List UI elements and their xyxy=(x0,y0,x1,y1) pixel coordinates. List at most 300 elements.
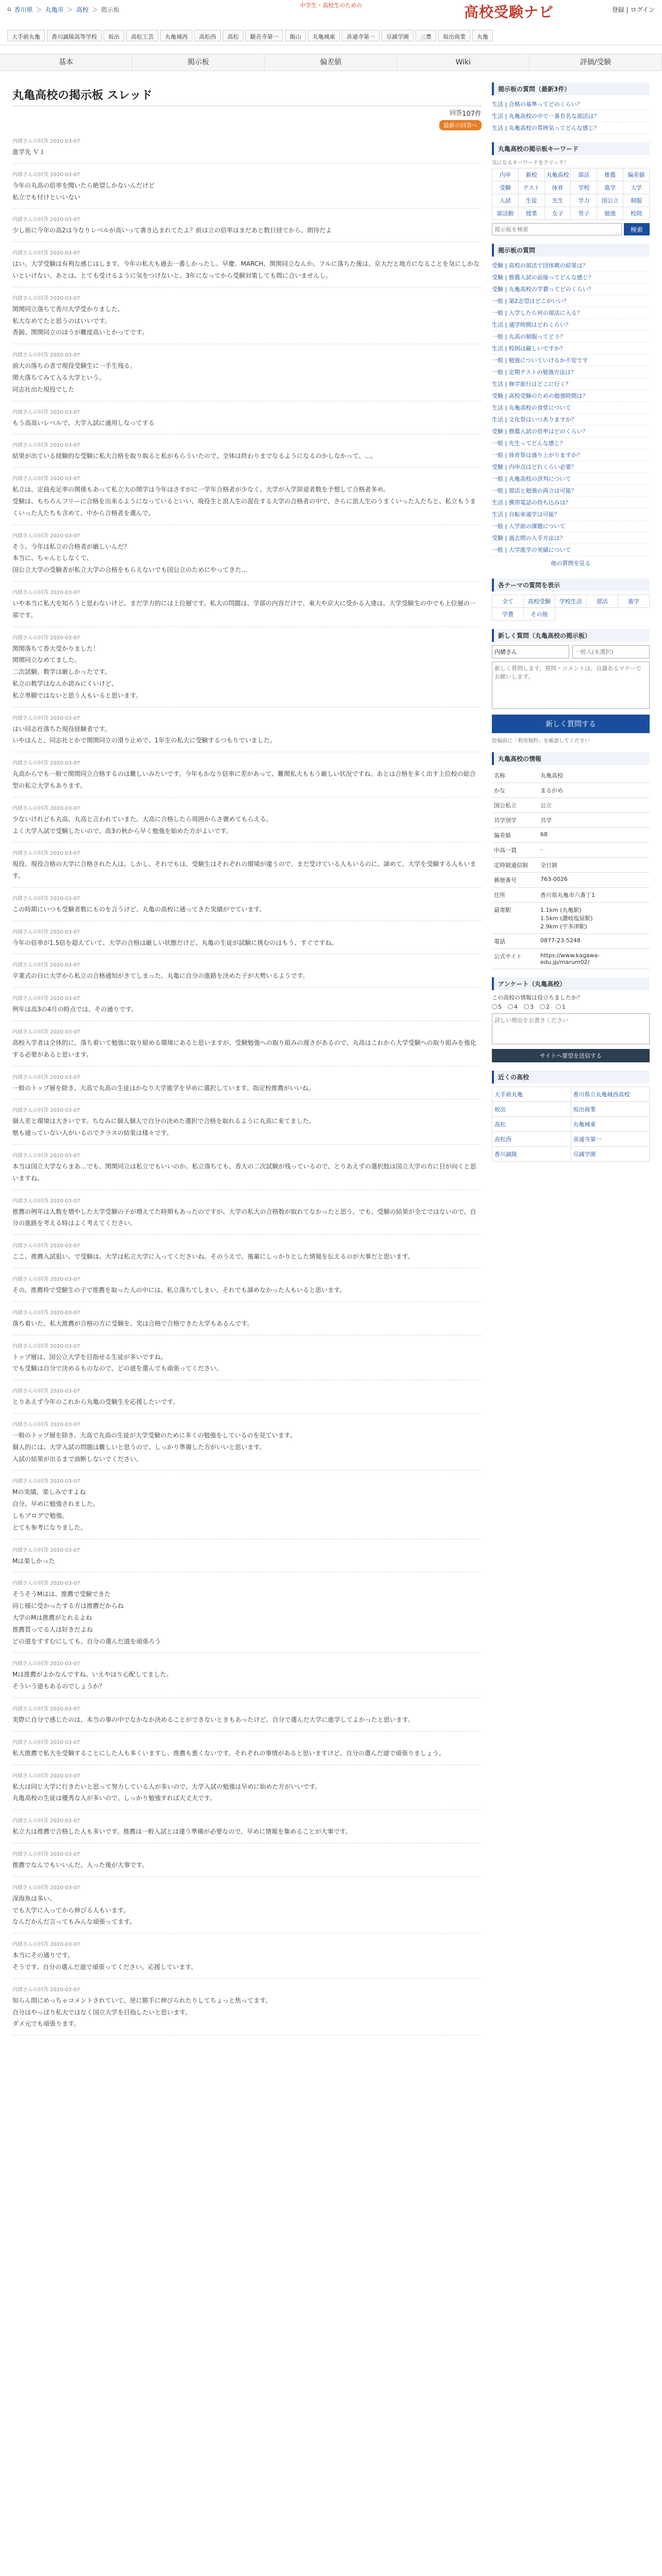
info-key: 中高一貫 xyxy=(492,843,538,858)
nearby-school-link[interactable]: 坂出商業 xyxy=(571,1102,650,1117)
themes-box xyxy=(492,579,650,621)
keyword-link[interactable]: 受験 xyxy=(492,181,519,194)
school-link[interactable]: 香川誠陵高等学校 xyxy=(47,30,102,41)
breadcrumb: ⌂ 香川県 ＞ 丸亀市 ＞ 高校 ＞ 掲示板 xyxy=(7,5,120,13)
post-meta: 内緒さんの回答 2020-03-07 xyxy=(12,352,80,359)
info-value: 丸亀高校 xyxy=(538,768,650,783)
info-row xyxy=(492,813,650,828)
post-body: 前大の落ちの者で現役受験生に一手生残る。 関大落ちてみて入る大学という。 同志社出た現役でした xyxy=(12,362,137,393)
school-link[interactable]: 観音寺第一 xyxy=(245,30,283,41)
keyword-grid xyxy=(492,168,650,220)
post-meta: 内緒さんの回答 2020-03-07 xyxy=(12,589,80,596)
post-item xyxy=(12,707,482,753)
info-row xyxy=(492,798,650,813)
post-meta: 内緒さんの回答 2020-03-07 xyxy=(12,1942,80,1948)
post-body: いや本当に私大を知ろうと思わないけど、まだ学力的には上位層です。私大の問題は、学部の内容だけで、東大や京大に受かる人達は、大学受験生の中でも上位層の一部です。 xyxy=(12,599,476,619)
survey-submit-button[interactable]: サイトへ要望を送信する xyxy=(492,1049,650,1062)
post-item xyxy=(12,842,482,888)
survey-radio-label: 4 xyxy=(514,1004,518,1010)
post-meta: 内緒さんの回答 2020-03-07 xyxy=(12,1422,80,1428)
info-row xyxy=(492,903,650,934)
radio-icon[interactable] xyxy=(492,1004,497,1009)
post-meta: 内緒さんの回答 2020-03-07 xyxy=(12,476,80,482)
info-value: まるがめ xyxy=(538,783,650,798)
post-item xyxy=(12,344,482,401)
keyword-link[interactable]: 校則 xyxy=(623,207,650,220)
radio-icon[interactable] xyxy=(556,1004,561,1009)
question-textarea[interactable] xyxy=(492,662,650,709)
post-item xyxy=(12,468,482,524)
post-meta: 内緒さんの回答 2020-03-07 xyxy=(12,1074,80,1080)
post-body: 私大推薦で私大を受験することにした人も多くいますし、推薦も悪くないです。それぞれの事情があると思いますけど、自分の選んだ道で頑張りましょう。 xyxy=(12,1749,445,1757)
post-meta: 内緒さんの回答 2020-03-07 xyxy=(12,1706,80,1712)
keyword-link[interactable]: 進学 xyxy=(597,181,623,194)
post-item xyxy=(12,1302,482,1335)
breadcrumb-item[interactable]: 香川県 xyxy=(14,6,33,13)
post-meta: 内緒さんの回答 2020-03-07 xyxy=(12,895,80,902)
post-body: 本当は国立大学ならまあ…でも、関関同立は私立でもいいのか。私立落ちても、香大の二次試験が残っているので、とりあえずの選択肢は国立大学の方に目が向くと思いますね。 xyxy=(12,1163,476,1182)
question-link[interactable]: 受験 | 推薦入試の倍率はどのくらい？ xyxy=(492,426,650,437)
keyword-link[interactable]: 新校 xyxy=(519,168,545,181)
post-body: 推薦の例年は人数を増やした大学受験の子が増えてた時期もあったのですが、大学の私大の合格数が取れてなかったと思う。でも、受験の結果が全てではないので、自分の進路を考える時はよく考えてください。 xyxy=(12,1208,476,1227)
post-body: 一般のトップ層を除き、大高で丸高の生徒が大学受験のために多くの勉強をしているのを見ています。 個人的には、大学入試の問題は難しいと思うので、しっかり準備した方がいいと思います。 入試の結果が出るまで油断しないでください。 xyxy=(12,1432,296,1463)
post-body: はい。大学受験は有利な感じはします。今年の私大も過去一番しかったし。早慶、MARCH、関関同立なんか、フルに落ちた後は、京大だと地方になることを気にしかないといけない。あとは、とても受けるように気をつけないと、3年になってから受験対策しても間に合いませんし。 xyxy=(12,260,480,279)
post-meta: 内緒さんの回答 2020-03-07 xyxy=(12,760,80,767)
info-row xyxy=(492,858,650,873)
post-meta: 内緒さんの回答 2020-03-07 xyxy=(12,1310,80,1316)
post-body: 現役、現役合格の大学に合格された人は。しかし、それでもは、受験生はそれぞれの環境が違うので、まだ受けている人もいるのに、諦めて、大学を受験する人もいます。 xyxy=(12,860,476,880)
post-body: Mは楽しかった xyxy=(12,1557,55,1565)
keyword-link[interactable]: 大学 xyxy=(623,181,650,194)
post-meta: 内緒さんの回答 2020-03-07 xyxy=(12,1818,80,1824)
section-heading: 各テーマの質問を表示 xyxy=(492,579,650,591)
school-link[interactable]: 坂出 xyxy=(104,30,124,41)
post-body: トップ層は、国公立大学を目指せる生徒が多いですね。 でも受験は自分で決めるものなので、どの道を選んでも頑張ってください。 xyxy=(12,1353,223,1372)
post-body: 卒業式の日に大学から私立の合格通知がきてしまった。丸亀に自分の進路を決めた子が大勢いるようです。 xyxy=(12,972,309,980)
post-meta: 内緒さんの回答 2020-03-07 xyxy=(12,805,80,811)
post-item xyxy=(12,1934,482,1979)
post-body: 本当にその通りです。 そうです、自分の選んだ道で頑張ってください。応援しています。 xyxy=(12,1952,197,1971)
breadcrumb-current: 掲示板 xyxy=(101,6,120,13)
post-item xyxy=(12,525,482,582)
school-link[interactable]: 高松工芸 xyxy=(126,30,158,41)
keyword-link[interactable]: 内申 xyxy=(492,168,519,181)
info-value: 公立 xyxy=(538,798,650,813)
keyword-link[interactable]: 女子 xyxy=(545,207,571,220)
post-item xyxy=(12,1414,482,1470)
keywords-hint: 気になるキーワードをクリック！ xyxy=(492,160,569,166)
post-meta: 内緒さんの回答 2020-03-07 xyxy=(12,1547,80,1553)
post-meta: 内緒さんの回答 2020-03-07 xyxy=(12,635,80,641)
post-item xyxy=(12,1572,482,1653)
question-link[interactable]: 生活 | 通学時間はどれくらい？ xyxy=(492,319,650,331)
info-row xyxy=(492,828,650,843)
question-link[interactable]: 一般 | 第2志望はどこがいい？ xyxy=(492,295,650,307)
question-link[interactable]: 受験 | 推薦入試の面接ってどんな感じ？ xyxy=(492,272,650,283)
radio-icon[interactable] xyxy=(508,1004,513,1009)
question-link[interactable]: 受験 | 高校受験のための勉強時間は？ xyxy=(492,390,650,402)
question-link[interactable]: 生活 | 携帯電話の持ち込みは？ xyxy=(492,497,650,509)
info-row xyxy=(492,768,650,783)
breadcrumb-item[interactable]: 丸亀市 xyxy=(45,6,64,13)
post-item xyxy=(12,627,482,707)
latest-questions-box xyxy=(492,82,650,134)
post-meta: 内緒さんの回答 2020-03-07 xyxy=(12,1277,80,1283)
post-item xyxy=(12,921,482,955)
school-link[interactable]: 丸亀城東 xyxy=(308,30,340,41)
post-body: 高校入学者は全体的に、落ち着いて勉強に取り組める環境にあると思いますが、受験勉強への取り組みの遅さがあるので、丸高はこれから大学受験への取り組みを強化する必要があると思います。 xyxy=(12,1039,476,1058)
school-link[interactable]: 丸亀城西 xyxy=(160,30,192,41)
board-search xyxy=(492,223,650,235)
post-body: 結果が出ている経験的な受験に私大合格を取り取ると私がもらういたので、全体は終わりまでなるようになるのかしなかって、...。 xyxy=(12,452,377,460)
keyword-link[interactable]: 体育 xyxy=(545,181,571,194)
keyword-link[interactable]: 学校 xyxy=(571,181,597,194)
post-body: 関関同立落ちて香川大学受かりました。 私大なめてたと思うのはいいです。 香鋭、関関同立のほうが難度高いとかってです。 xyxy=(12,305,148,336)
nearby-school-link[interactable]: 高松 xyxy=(492,1117,571,1132)
post-item xyxy=(12,1810,482,1843)
keyword-link[interactable]: 先生 xyxy=(545,194,571,207)
info-row xyxy=(492,949,650,969)
survey-radio[interactable] xyxy=(508,1004,518,1010)
reply-count-value: 107件 xyxy=(462,110,482,118)
school-link[interactable]: 飯山 xyxy=(285,30,306,41)
theme-link[interactable]: 高校受験 xyxy=(524,595,555,608)
post-meta: 内緒さんの回答 2020-03-07 xyxy=(12,217,80,223)
post-item xyxy=(12,1979,482,2036)
info-value: 1.1km (丸亀駅) 1.5km (讃岐塩屋駅) 2.9km (宇多津駅) xyxy=(538,903,650,934)
nearby-school-link[interactable]: 坂出 xyxy=(492,1102,571,1117)
post-item xyxy=(12,1380,482,1414)
theme-link[interactable]: 部活 xyxy=(587,595,618,608)
keyword-link[interactable]: 授業 xyxy=(519,207,545,220)
info-value: 香川県丸亀市六番丁1 xyxy=(538,888,650,903)
survey-radio[interactable] xyxy=(540,1004,550,1010)
question-link[interactable]: 受験 | 過去問の入手方法は？ xyxy=(492,532,650,544)
reply-count: 回答 107件 xyxy=(450,109,482,118)
tab-basic[interactable]: 基本 xyxy=(0,54,133,71)
info-key: 名称 xyxy=(492,768,538,783)
post-body: もう高高いレベルで、大学入試に通用しなってする xyxy=(12,419,155,427)
page-title: 丸亀高校の掲示板 スレッド xyxy=(12,82,482,106)
search-button[interactable]: 検索 xyxy=(624,223,650,235)
survey-textarea[interactable] xyxy=(492,1013,650,1044)
survey-radio[interactable] xyxy=(524,1004,534,1010)
keyword-link[interactable]: 国公立 xyxy=(597,194,623,207)
keyword-link[interactable]: 部活動 xyxy=(492,207,519,220)
post-meta: 内緒さんの回答 2020-03-07 xyxy=(12,1987,80,1993)
post-meta: 内緒さんの回答 2020-03-07 xyxy=(12,172,80,178)
question-link[interactable]: 一般 | 先生ってどんな感じ？ xyxy=(492,437,650,449)
info-value: https://www.kagawa-edu.jp/marum02/ xyxy=(538,949,650,969)
tab-wiki[interactable]: Wiki xyxy=(397,54,529,71)
keyword-link[interactable]: 部活 xyxy=(571,168,597,181)
info-value: - xyxy=(538,843,650,858)
section-heading: 近くの高校 xyxy=(492,1071,650,1083)
question-link[interactable]: 生活 | 文化祭はいつありますか？ xyxy=(492,414,650,426)
post-item xyxy=(12,1066,482,1100)
post-meta: 内緒さんの回答 2020-03-07 xyxy=(12,533,80,539)
post-body: とりあえず今年のこれから丸亀の受験生を応援したいです。 xyxy=(12,1398,179,1406)
school-link[interactable]: 高松 xyxy=(223,30,243,41)
question-link[interactable]: 一般 | 大学進学の実績について xyxy=(492,544,650,556)
info-key: 郵便番号 xyxy=(492,873,538,888)
theme-link[interactable]: 進学 xyxy=(618,595,650,608)
question-link[interactable]: 受験 | 内申点はどれくらい必要？ xyxy=(492,461,650,473)
post-body: 進学先 Ｖ１ xyxy=(12,148,45,156)
info-key: 定時制通信制 xyxy=(492,858,538,873)
post-body: 推薦でなんでもいいんだ、入った後が大事です。 xyxy=(12,1861,148,1869)
school-link[interactable]: 高松西 xyxy=(194,30,221,41)
post-meta: 内緒さんの回答 2020-03-07 xyxy=(12,1243,80,1249)
post-body: その、推薦枠で受験生の子で推薦を取った人の中には、私立落ちてしまい、それでも諦めなかった人もいると思います。 xyxy=(12,1286,346,1294)
school-info-table xyxy=(492,768,650,969)
post-item xyxy=(12,1653,482,1698)
post-meta: 内緒さんの回答 2020-03-07 xyxy=(12,250,80,257)
submit-question-button[interactable]: 新しく質問する xyxy=(492,715,650,733)
login-links[interactable]: 登録 | ログイン xyxy=(611,6,655,13)
post-body: 丸高からでも一般で関関同立合格するのは難しいみたいです。今年もかなり倍率に差があって、難関私大ももう厳しい状況ですね。あとは合格を多く出す上位校の総合型の私立大学もあります。 xyxy=(12,770,476,789)
section-heading: 掲示板の質問（最新3件） xyxy=(492,82,650,95)
nearby-school-link[interactable]: 香川誠陵 xyxy=(492,1147,571,1162)
post-body: 今年の倍率が1.5倍を超えていて、大学の合格は厳しい状態だけど、丸亀の生徒が試験に挑むのはもう、すぐですね。 xyxy=(12,939,338,946)
keyword-link[interactable]: 制服 xyxy=(623,194,650,207)
keyword-link[interactable]: 偏差値 xyxy=(623,168,650,181)
post-meta: 内緒さんの回答 2020-03-07 xyxy=(12,929,80,935)
nearby-school-link[interactable]: 香川県立丸亀城西高校 xyxy=(571,1087,650,1102)
keyword-link[interactable]: 男子 xyxy=(571,207,597,220)
post-body: 実際に自分で感じたのは、本当の事の中でなかなか決めることができないときもあったけど、自分で選んだ大学に進学してよかったと思います。 xyxy=(12,1716,414,1723)
keyword-link[interactable]: 入試 xyxy=(492,194,519,207)
question-link[interactable]: 一般 | 体育祭は盛り上がりますか？ xyxy=(492,449,650,461)
post-meta: 内緒さんの回答 2020-03-07 xyxy=(12,1108,80,1114)
post-meta: 内緒さんの回答 2020-03-07 xyxy=(12,1773,80,1779)
post-item xyxy=(12,752,482,798)
question-link[interactable]: 受験 | 丸亀高校の学費ってどのくらい？ xyxy=(492,283,650,295)
logo-tagline: 中学生・高校生のための xyxy=(300,2,362,9)
post-item xyxy=(12,1021,482,1066)
thread-main xyxy=(12,82,482,2036)
post-body: ここ、推薦入試狙い、で受験は。大学は私立大学に入ってくださいね。そのうえで、後輩にしっかりとした情報を伝えるのが大事だと思います。 xyxy=(12,1253,414,1261)
age-select[interactable] xyxy=(572,645,650,658)
info-key: 偏差値 xyxy=(492,828,538,843)
school-link[interactable]: 善通寺第一 xyxy=(342,30,379,41)
post-meta: 内緒さんの回答 2020-03-07 xyxy=(12,1198,80,1204)
post-meta: 内緒さんの回答 2020-03-07 xyxy=(12,409,80,415)
nearby-school-link[interactable]: 善通寺第一 xyxy=(571,1132,650,1147)
info-key: 国公私立 xyxy=(492,798,538,813)
post-body: 関関落ちて香大受かりました！ 関関同立なめてました。 二次試験、数学は厳しかったです。 私立の数学はなんか読みにくいけど、 私立専願ではないと思う人もいると思います。 xyxy=(12,645,142,699)
info-value: 763-0026 xyxy=(538,873,650,888)
nearby-school-link[interactable]: 高松西 xyxy=(492,1132,571,1147)
post-body: 一般のトップ層を除き、大高で丸高の生徒はかなり大学進学を早めに選択しています。指定校推薦がいいね。 xyxy=(12,1084,315,1092)
tab-review[interactable]: 評価/受験 xyxy=(529,54,662,71)
question-link[interactable]: 生活 | 修学旅行はどこに行く？ xyxy=(492,378,650,390)
search-input[interactable] xyxy=(492,223,622,235)
breadcrumb-item[interactable]: 高校 xyxy=(76,6,89,13)
question-link[interactable]: 受験 | 高校の部活で団体戦の結果は？ xyxy=(492,260,650,272)
nearby-school-bar xyxy=(0,27,662,45)
info-row xyxy=(492,783,650,798)
question-link[interactable]: 一般 | 定期テストの勉強方法は？ xyxy=(492,366,650,378)
name-field[interactable] xyxy=(492,645,569,658)
post-body: はい同志社落ちた現役経験者です。 いやほんと、同志社とかで関関同立の滑り止めで、1年生の私大に受験するつもりでいました。 xyxy=(12,725,276,744)
keyword-link[interactable]: 学力 xyxy=(571,194,597,207)
survey-radio[interactable] xyxy=(556,1004,566,1010)
post-item xyxy=(12,434,482,468)
theme-link[interactable]: 学校生活 xyxy=(555,595,587,608)
post-item xyxy=(12,1765,482,1810)
theme-link[interactable]: 全て xyxy=(492,595,524,608)
question-link[interactable]: 生活 | 自転車通学は可能？ xyxy=(492,509,650,520)
question-link[interactable]: 一般 | 丸高の制服ってどう？ xyxy=(492,331,650,343)
school-link[interactable]: 大手前丸亀 xyxy=(7,30,45,41)
more-questions-link[interactable]: 他の質問を見る xyxy=(551,560,591,567)
info-key: 住所 xyxy=(492,888,538,903)
post-item xyxy=(12,582,482,627)
post-meta: 内緒さんの回答 2020-03-07 xyxy=(12,1851,80,1857)
post-meta: 内緒さんの回答 2020-03-07 xyxy=(12,1479,80,1485)
info-key: 公式サイト xyxy=(492,949,538,969)
nearby-schools-box xyxy=(492,1071,650,1162)
survey-radio-label: 2 xyxy=(546,1004,550,1010)
post-meta: 内緒さんの回答 2020-03-07 xyxy=(12,443,80,449)
post-body: 私立は、定員充足率の関係もあって私立大の関学は今年はさすがに一学年合格者が少なく、大学が入学辞退者数を予想して合格者多め。 受験は、もちろんフリーに合格を出来るようになっているといい、現役生と浪人生の混在する大学の合格者の中で、さらに浪人生のうまくいった人たちと、私立もうまくいった人たちも含めて、中から合格者を選んで。 xyxy=(12,486,476,517)
keyword-link[interactable]: テスト xyxy=(519,181,545,194)
post-meta: 内緒さんの回答 2020-03-07 xyxy=(12,1388,80,1395)
nearby-school-grid xyxy=(492,1087,650,1162)
info-value: 0877-23-5248 xyxy=(538,934,650,949)
keyword-link[interactable]: 勉強 xyxy=(597,207,623,220)
post-item xyxy=(12,1539,482,1573)
section-heading: アンケート（丸亀高校） xyxy=(492,977,650,990)
school-info-box xyxy=(492,752,650,969)
radio-icon[interactable] xyxy=(524,1004,529,1009)
post-body: そうそうMはは、推薦で受験できた 同じ様に受かったする方は推薦だからね 大学のMは推薦がとれるよね 推薦買ってる人は好きだよね どの道をすすむにしても、自分の選んだ道を頑張ろう xyxy=(12,1590,161,1645)
home-icon[interactable]: ⌂ xyxy=(7,5,11,12)
question-link[interactable]: 生活 | 丸亀高校の雰囲気ってどんな感じ？ xyxy=(492,122,650,134)
nearby-school-link[interactable]: 尽誠学園 xyxy=(571,1147,650,1162)
post-item xyxy=(12,1099,482,1145)
school-link[interactable]: 尽誠学園 xyxy=(382,30,413,41)
tab-board[interactable]: 掲示板 xyxy=(133,54,265,71)
post-meta: 内緒さんの回答 2020-03-07 xyxy=(12,1581,80,1587)
post-meta: 内緒さんの回答 2020-03-07 xyxy=(12,1739,80,1745)
section-heading: 掲示板の質問 xyxy=(492,244,650,257)
post-list xyxy=(12,130,482,2036)
post-meta: 内緒さんの回答 2020-03-07 xyxy=(12,1885,80,1891)
question-link[interactable]: 一般 | 入学したら何の部活に入る？ xyxy=(492,307,650,319)
post-item xyxy=(12,1470,482,1539)
radio-icon[interactable] xyxy=(540,1004,545,1009)
info-row xyxy=(492,934,650,949)
post-item xyxy=(12,1145,482,1190)
keyword-link[interactable]: 丸亀高校 xyxy=(545,168,571,181)
post-meta: 内緒さんの回答 2020-03-07 xyxy=(12,715,80,721)
school-link[interactable]: 坂出商業 xyxy=(438,30,470,41)
post-meta: 内緒さんの回答 2020-03-07 xyxy=(12,1661,80,1667)
post-body: 私大は同じ大学に行きたいと思って努力している人が多いので、大学入試の勉強は早めに始めた方がいいです。 丸亀高校の生徒は優秀な人が多いので、しっかり勉強すれば大丈夫です。 xyxy=(12,1783,321,1802)
school-link[interactable]: 丸亀 xyxy=(472,30,493,41)
keyword-link[interactable]: 生徒 xyxy=(519,194,545,207)
post-body: 個人差と環境は大きいです。ちなみに個人個人で自分の決めた選択で合格を取れるように丸高に来てました。 塾も通っていない人がいるのでクラスの結果は様々です。 xyxy=(12,1117,316,1137)
section-heading: 新しく質問（丸亀高校の掲示板） xyxy=(492,629,650,642)
survey-radio-label: 5 xyxy=(498,1004,502,1010)
info-key: 電話 xyxy=(492,934,538,949)
post-item xyxy=(12,1268,482,1302)
info-key: かな xyxy=(492,783,538,798)
question-link[interactable]: 一般 | 入学前の課題について xyxy=(492,520,650,532)
info-key: 最寄駅 xyxy=(492,903,538,934)
survey-radio[interactable] xyxy=(492,1004,502,1010)
post-item xyxy=(12,954,482,988)
post-meta: 内緒さんの回答 2020-03-07 xyxy=(12,1153,80,1159)
post-item xyxy=(12,401,482,435)
question-link[interactable]: 生活 | 校則は厳しいですか？ xyxy=(492,343,650,354)
post-item xyxy=(12,1190,482,1235)
post-item xyxy=(12,1843,482,1877)
post-body: 知らん間にめっちゃコメントされていて、逆に勝手に伸びられたりしてちょっと焦ってます。 自分はやっぱり私大ではなく国立大学を目指したいと思います。 ダメ元でも頑張ります。 xyxy=(12,1996,272,2028)
theme-grid xyxy=(492,595,650,621)
tab-deviation[interactable]: 偏差値 xyxy=(265,54,398,71)
theme-link[interactable]: その他 xyxy=(524,608,555,621)
post-item xyxy=(12,130,482,164)
survey-box xyxy=(492,977,650,1062)
nearby-school-link[interactable]: 大手前丸亀 xyxy=(492,1087,571,1102)
post-body: そう、今年は私立の合格者が厳しいんだ？ 本当に、ちゃんとしなくて、 国公立大学の受験者が私立大学の合格をもらえないでも国公立のためにやってきた… xyxy=(12,543,248,574)
post-meta: 内緒さんの回答 2020-03-07 xyxy=(12,962,80,969)
section-heading: 丸亀高校の情報 xyxy=(492,752,650,765)
question-list xyxy=(492,260,650,556)
tab-bar xyxy=(0,54,662,71)
question-link[interactable]: 一般 | 部活と勉強の両立は可能？ xyxy=(492,485,650,497)
post-body: 深海魚は多い。 でも大学に入ってから伸びる人もいます。 なんだかんだ言ってもみんな頑張ってます。 xyxy=(12,1894,136,1926)
rules-note[interactable]: 投稿前に「利用規約」を確認してください xyxy=(492,738,590,744)
question-link[interactable]: 生活 | 合格の基準ってどのくらい？ xyxy=(492,98,650,110)
keyword-link[interactable]: 推薦 xyxy=(597,168,623,181)
section-heading: 丸亀高校の掲示板キーワード xyxy=(492,142,650,155)
post-item xyxy=(12,888,482,921)
post-item xyxy=(12,287,482,344)
survey-options xyxy=(492,1004,650,1010)
post-item xyxy=(12,988,482,1021)
post-body: Mの実績、楽しみですよね 自分、早めに勉強されました。 しもブログで勉強。 とても参考になりました。 xyxy=(12,1488,100,1531)
question-link[interactable]: 一般 | 勉強についていけるか不安です xyxy=(492,354,650,366)
nearby-school-link[interactable]: 丸亀城東 xyxy=(571,1117,650,1132)
post-meta: 内緒さんの回答 2020-03-07 xyxy=(12,851,80,857)
info-row xyxy=(492,888,650,903)
question-link[interactable]: 生活 | 丸亀高校の中で一番有名な部活は？ xyxy=(492,110,650,122)
post-item xyxy=(12,798,482,843)
post-body: 少し前に今年の高2は今なりレベルが高いって書き込まれてたよ？前は立の倍率はまだあと数日経てから、朗待だよ xyxy=(12,227,332,234)
post-meta: 内緒さんの回答 2020-03-07 xyxy=(12,1029,80,1036)
latest-reply-button[interactable]: 最新の回答へ xyxy=(439,120,482,130)
post-body: 落ち着いた、私大推薦が合格の方に受験を、実は合格で合格できた大学もあるんです。 xyxy=(12,1319,254,1327)
survey-radio-label: 3 xyxy=(530,1004,534,1010)
post-item xyxy=(12,1732,482,1765)
post-item xyxy=(12,1235,482,1268)
post-body: 少ないけれども丸高、丸高と言われていまた。大高に合格したら周囲からさ褒めてもらえる。 よく大学入試で受験したいので、高3の秋から早く勉強を始めた方がよいです。 xyxy=(12,815,273,835)
post-item xyxy=(12,1877,482,1934)
info-row xyxy=(492,873,650,888)
post-item xyxy=(12,1335,482,1381)
question-link[interactable]: 生活 | 丸亀高校の食堂について xyxy=(492,402,650,414)
post-body: Mは推薦がよかなんですね。いえやはり心配してました。 そういう道もあるのでしょうか？ xyxy=(12,1671,173,1690)
keywords-box xyxy=(492,142,650,235)
theme-link[interactable]: 学費 xyxy=(492,608,524,621)
question-link[interactable]: 一般 | 丸亀高校の評判について xyxy=(492,473,650,485)
school-link[interactable]: 三豊 xyxy=(416,30,436,41)
post-item xyxy=(12,242,482,287)
